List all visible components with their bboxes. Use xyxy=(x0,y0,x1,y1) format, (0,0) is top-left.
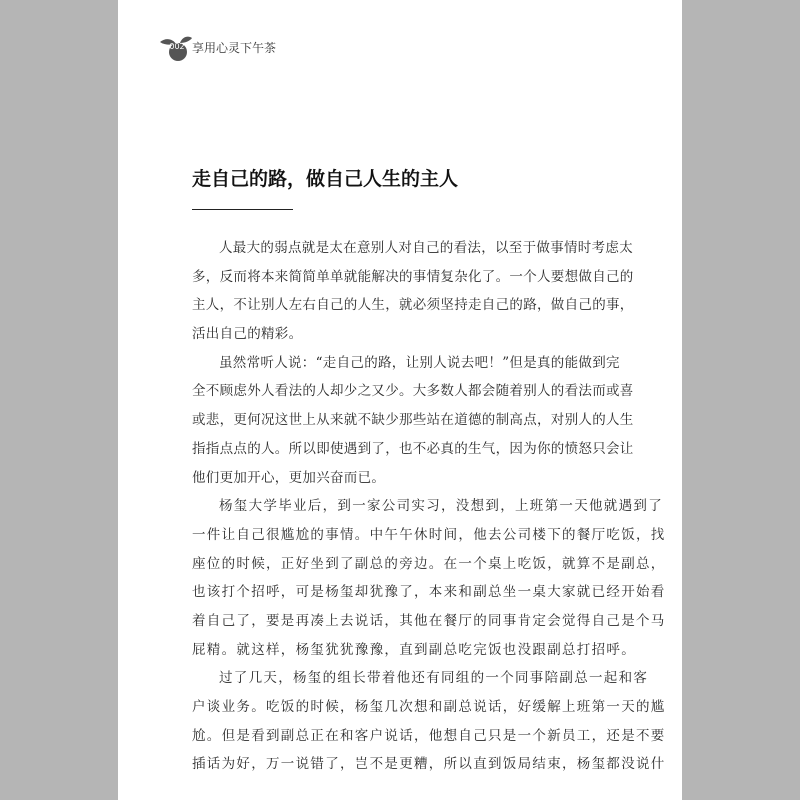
text-line: 座位的时候，正好坐到了副总的旁边。在一个桌上吃饭，就算不是副总， xyxy=(192,555,666,572)
text-line: 人最大的弱点就是太在意别人对自己的看法，以至于做事情时考虑太 xyxy=(219,240,633,256)
text-line: 虽然常听人说：“走自己的路，让别人说去吧！”但是真的能做到完 xyxy=(219,354,620,371)
text-line: 尬。但是看到副总正在和客户说话，他想自己只是一个新员工，还是不要 xyxy=(192,727,666,744)
text-line: 杨玺大学毕业后，到一家公司实习，没想到，上班第一天他就遇到了 xyxy=(219,498,663,515)
text-line: 活出自己的精彩。 xyxy=(192,326,303,343)
title-underline xyxy=(192,209,293,210)
text-line: 多，反而将本来简简单单就能解决的事情复杂化了。一个人要想做自己的 xyxy=(192,268,634,285)
book-page xyxy=(118,0,682,800)
text-line: 也该打个招呼，可是杨玺却犹豫了，本来和副总坐一桌大家就已经开始看 xyxy=(192,584,666,601)
text-line: 全不顾虑外人看法的人却少之又少。大多数人都会随着别人的看法而或喜 xyxy=(192,383,634,400)
text-line: 一件让自己很尴尬的事情。中午午休时间，他去公司楼下的餐厅吃饭，找 xyxy=(192,526,666,543)
text-line: 着自己了，要是再凑上去说话，其他在餐厅的同事肯定会觉得自己是个马 xyxy=(192,612,666,629)
text-line: 他们更加开心，更加兴奋而已。 xyxy=(192,469,386,486)
text-line: 户谈业务。吃饭的时候，杨玺几次想和副总说话，好缓解上班第一天的尴 xyxy=(192,699,666,715)
text-line: 主人，不让别人左右自己的人生，就必须坚持走自己的路，做自己的事， xyxy=(192,297,634,314)
text-line: 屁精。就这样，杨玺犹犹豫豫，直到副总吃完饭也没跟副总打招呼。 xyxy=(192,641,636,658)
text-line: 过了几天，杨玺的组长带着他还有同组的一个同事陪副总一起和客 xyxy=(219,670,649,687)
chapter-title: 走自己的路，做自己人生的主人 xyxy=(192,168,459,190)
text-line: 指指点点的人。所以即使遇到了，也不必真的生气，因为你的愤怒只会让 xyxy=(192,440,634,457)
running-title: 享用心灵下午茶 xyxy=(192,41,277,55)
text-line: 或悲，更何况这世上从来就不缺少那些站在道德的制高点，对别人的人生 xyxy=(192,412,634,429)
body-text xyxy=(192,234,666,779)
page-number: 002 xyxy=(169,42,185,51)
text-line: 插话为好，万一说错了，岂不是更糟，所以直到饭局结束，杨玺都没说什 xyxy=(192,756,666,773)
